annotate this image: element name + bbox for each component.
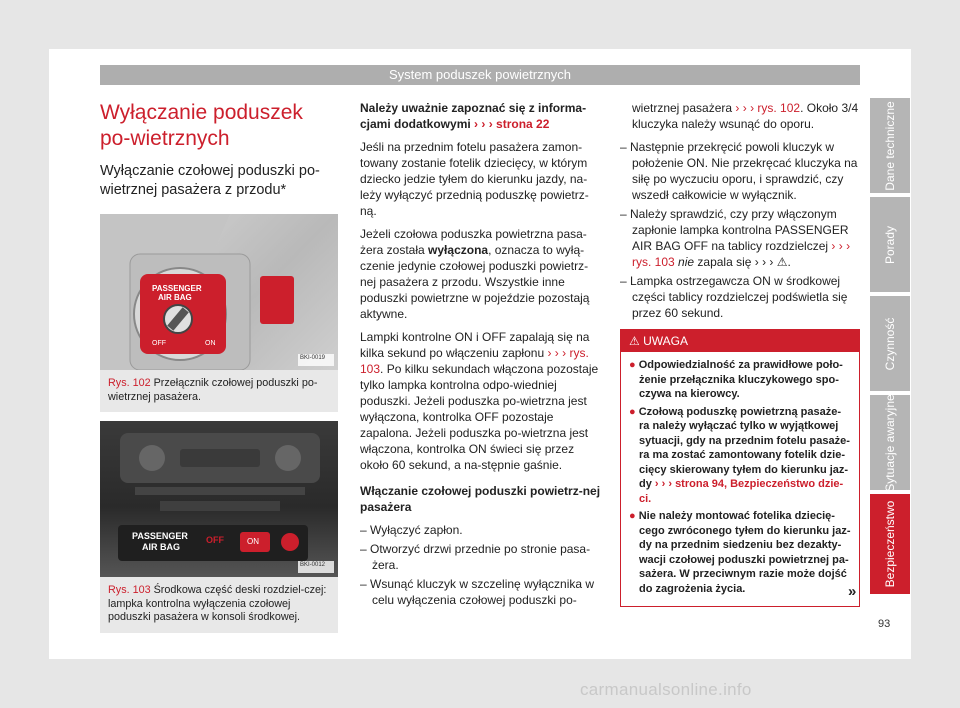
page-link[interactable]: › › › strona 94, Bezpieczeństwo dzie-ci. xyxy=(639,478,844,505)
on-label: ON xyxy=(205,340,216,347)
figure-link[interactable]: › › › rys. 103 xyxy=(632,239,851,269)
step-item: – Następnie przekręcić powoli kluczyk w położenie ON. Nie przekręcać kluczyka na siłę po wyczuciu oporu, i sprawdzić, czy wszedł całkowicie w wyłącznik. xyxy=(620,140,858,202)
tab-label: Czynność xyxy=(883,317,897,370)
page-header: System poduszek powietrznych xyxy=(100,65,860,85)
intro-text: Należy uważnie zapoznać się z informa-cjami dodatkowymi xyxy=(360,101,587,131)
step-item: – Wsunąć kluczyk w szczelinę wyłącznika w celu wyłączenia czołowej poduszki po- xyxy=(360,577,595,607)
dashboard-illustration xyxy=(100,421,338,577)
intro-paragraph xyxy=(360,100,602,132)
figure-link[interactable]: › › › rys. 102 xyxy=(735,101,801,115)
warning-item xyxy=(629,405,851,507)
figure-103-caption xyxy=(100,577,338,633)
passenger-label: PASSENGER xyxy=(152,284,202,293)
text: Czołową poduszkę powietrzną pasaże-ra należy wyłączać tylko w wyjątkowej sytuacji, gdy na przednim fotelu pasaże-ra ma zostać zamontowany fotelik dzie-cięcy skierowany tyłem do kierunku jaz-dy xyxy=(638,405,850,490)
bold-text: wyłączona xyxy=(428,243,489,257)
passenger-label: PASSENGER xyxy=(132,531,188,541)
paragraph xyxy=(360,226,602,322)
on-label: ON xyxy=(247,537,259,546)
bullet-icon: ● xyxy=(629,405,639,418)
bullet-icon: ● xyxy=(629,510,639,522)
page-number: 93 xyxy=(878,618,891,630)
column-left xyxy=(100,100,338,642)
airbag-label: AIR BAG xyxy=(142,542,180,552)
airbag-switch-illustration xyxy=(100,214,338,370)
tab-label: Porady xyxy=(883,225,897,264)
tab-dane-techniczne[interactable] xyxy=(870,98,910,193)
section-heading: Włączanie czołowej poduszki powietrz-nej pasażera xyxy=(360,484,601,514)
bullet-icon: ● xyxy=(629,359,639,371)
paragraph: Jeśli na przednim fotelu pasażera zamon-towany zostanie fotelik dziecięcy, w którym dziecko jedzie tyłem do kierunku jazdy, na-leży wyłączyć przednią poduszkę powietrz-ną. xyxy=(360,140,589,218)
step-item: – Wyłączyć zapłon. xyxy=(360,523,463,537)
text: Lampki kontrolne ON i OFF zapalają się na kilka sekund po włączeniu zapłonu xyxy=(360,330,590,360)
tab-bezpieczenstwo[interactable] xyxy=(870,494,910,594)
text: wietrznej pasażera xyxy=(632,101,733,115)
step-item: – Otworzyć drzwi przednie po stronie pasa-żera. xyxy=(360,542,591,572)
tab-label: Sytuacje awaryjne xyxy=(883,393,897,492)
figure-link[interactable]: › › › rys. 103 xyxy=(360,346,589,376)
text: – Należy sprawdzić, czy przy włączonym zapłonie lampka kontrolna PASSENGER AIR BAG OFF na tablicy rozdzielczej xyxy=(620,207,849,253)
tab-label: Bezpieczeństwo xyxy=(883,500,897,588)
column-middle xyxy=(360,100,602,611)
text: , oznacza to wyłą-czenie jedynie czołowej poduszki powietrz-nej pasażera z przodu. Wszystkie inne poduszki powietrzne w pojeździe pozostają aktywne. xyxy=(360,243,590,321)
caption-text: Przełącznik czołowej poduszki po-wietrznej pasażera. xyxy=(108,377,318,403)
text: . Po kilku sekundach włączona pozostaje tylko lampka kontrolna odpo-wiedniej poduszki. Jeżeli poduszka po-wietrzna jest wyłączona, kontrolka OFF pozostaje zapalona. Jeżeli poduszka po-wietrzna jest włączona, kontrolka ON świeci się przez około 60 sekund, a na-stępnie gaśnie. xyxy=(360,362,599,472)
figure-102-caption xyxy=(100,370,338,412)
continue-chevron-icon: » xyxy=(848,583,857,600)
off-label: OFF xyxy=(152,340,166,347)
page-title: Wyłączanie poduszek po-wietrznych xyxy=(100,101,303,150)
figure-code: BKI-0019 xyxy=(300,355,326,361)
caption-ref: Rys. 103 xyxy=(108,584,151,596)
paragraph xyxy=(360,329,602,473)
warning-header xyxy=(621,330,859,352)
step-item xyxy=(620,206,860,270)
airbag-label: AIR BAG xyxy=(158,293,192,302)
warning-item xyxy=(629,358,851,402)
text: Jeżeli czołowa poduszka powietrzna pasa-żera została xyxy=(360,227,587,257)
column-right xyxy=(620,100,860,607)
watermark: carmanualsonline.info xyxy=(580,680,752,699)
tab-porady[interactable] xyxy=(870,197,910,292)
warning-title: UWAGA xyxy=(643,334,688,348)
warning-box xyxy=(620,329,860,607)
section-title: Wyłączanie czołowej poduszki po-wietrznej pasażera z przodu* xyxy=(100,163,320,198)
figure-code: BKI-0012 xyxy=(300,562,326,568)
warning-body xyxy=(621,352,859,606)
tab-sytuacje-awaryjne[interactable] xyxy=(870,395,910,490)
caption-text: Środkowa część deski rozdziel-czej: lampka kontrolna wyłączenia czołowej poduszki pasażera w konsoli środkowej. xyxy=(108,584,327,623)
italic-text: nie xyxy=(678,255,695,269)
tab-czynnosc[interactable] xyxy=(870,296,910,391)
figure-102 xyxy=(100,214,338,370)
tab-label: Dane techniczne xyxy=(883,100,897,191)
figure-103 xyxy=(100,421,338,577)
text: zapala się › › › ⚠. xyxy=(697,255,791,269)
text: Nie należy montować fotelika dziecię-cego zwróconego tyłem do kierunku jaz-dy na przednim siedzeniu bez dezakty-wacji czołowej poduszki powietrznej pa-sażera. W przeciwnym razie może dojść do zagrożenia życia. xyxy=(638,510,851,595)
text: Odpowiedzialność za prawidłowe poło-żenie przełącznika kluczykowego spo-czywa na kierowcy. xyxy=(638,359,843,400)
warning-item xyxy=(629,509,851,596)
intro-link[interactable]: › › › strona 22 xyxy=(474,117,550,131)
text: . Około 3/4 kluczyka należy wsunąć do oporu. xyxy=(632,101,859,131)
step-item: – Lampka ostrzegawcza ON w środkowej części tablicy rozdzielczej podświetla się przez 60 sekund. xyxy=(620,274,848,320)
step-continuation xyxy=(620,100,860,132)
caption-ref: Rys. 102 xyxy=(108,377,151,389)
warning-icon: ⚠ xyxy=(629,334,640,348)
off-label: OFF xyxy=(206,535,224,545)
